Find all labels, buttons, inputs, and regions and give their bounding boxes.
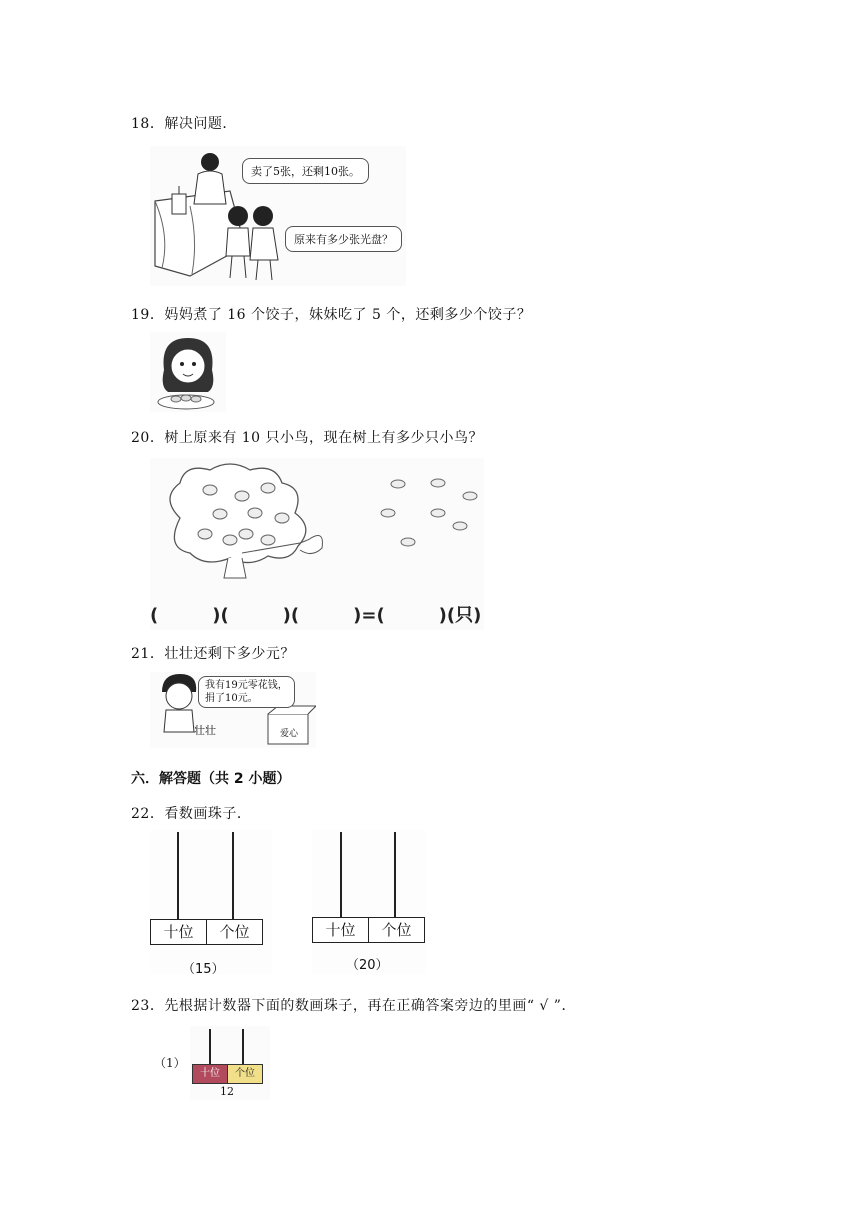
bubble-line-1: 我有19元零花钱， xyxy=(205,680,288,691)
ones-label: 个位 xyxy=(219,923,250,941)
tens-rod[interactable] xyxy=(209,1029,211,1065)
abacus-12 xyxy=(190,1026,270,1100)
tens-label: 十位 xyxy=(313,918,369,942)
equation-blanks[interactable]: ( )( )( )=( )(只) xyxy=(150,605,482,626)
ones-label: 个位 xyxy=(228,1065,262,1083)
speech-bubble-zhuangzhuang xyxy=(198,676,295,708)
figure-20 xyxy=(150,458,484,630)
birds-tree-illustration xyxy=(150,458,484,598)
item-index: （1） xyxy=(154,1056,186,1070)
abacus-caption: （15） xyxy=(182,962,225,977)
ones-label: 个位 xyxy=(381,921,412,939)
abacus-number: 12 xyxy=(220,1085,234,1098)
abacus-base xyxy=(312,917,425,943)
figure-18 xyxy=(150,146,406,286)
question-21: 21．壮壮还剩下多少元？ xyxy=(131,646,295,662)
question-18: 18．解决问题． xyxy=(131,116,237,132)
speech-bubble-seller: 卖了5张，还剩10张。 xyxy=(242,158,369,184)
abacus-20 xyxy=(312,830,426,974)
speech-bubble-child: 原来有多少张光盘？ xyxy=(285,226,402,252)
question-23: 23．先根据计数器下面的数画珠子，再在正确答案旁边的里画“ √ ”． xyxy=(131,998,576,1014)
tens-label: 十位 xyxy=(151,920,207,944)
question-22: 22．看数画珠子． xyxy=(131,806,252,822)
question-19: 19．妈妈煮了 16 个饺子，妹妹吃了 5 个，还剩多少个饺子？ xyxy=(131,307,532,323)
tens-label: 十位 xyxy=(193,1065,228,1083)
ones-rod[interactable] xyxy=(394,832,396,918)
figure-19 xyxy=(150,332,226,412)
ones-rod[interactable] xyxy=(232,832,234,920)
donation-box-label: 爱心 xyxy=(280,729,299,739)
abacus-15 xyxy=(150,830,272,977)
tens-rod[interactable] xyxy=(340,832,342,918)
figure-21 xyxy=(150,672,316,748)
name-label: 壮壮 xyxy=(194,724,216,737)
abacus-caption: （20） xyxy=(346,958,389,973)
abacus-base xyxy=(150,919,263,945)
abacus-base xyxy=(192,1064,263,1084)
girl-eating-dumplings-illustration xyxy=(150,332,226,412)
ones-rod[interactable] xyxy=(242,1029,244,1065)
bubble-line-2: 捐了10元。 xyxy=(205,693,258,704)
section-heading: 六．解答题（共 2 小题） xyxy=(131,771,291,787)
question-20: 20．树上原来有 10 只小鸟，现在树上有多少只小鸟？ xyxy=(131,430,484,446)
tens-rod[interactable] xyxy=(177,832,179,920)
